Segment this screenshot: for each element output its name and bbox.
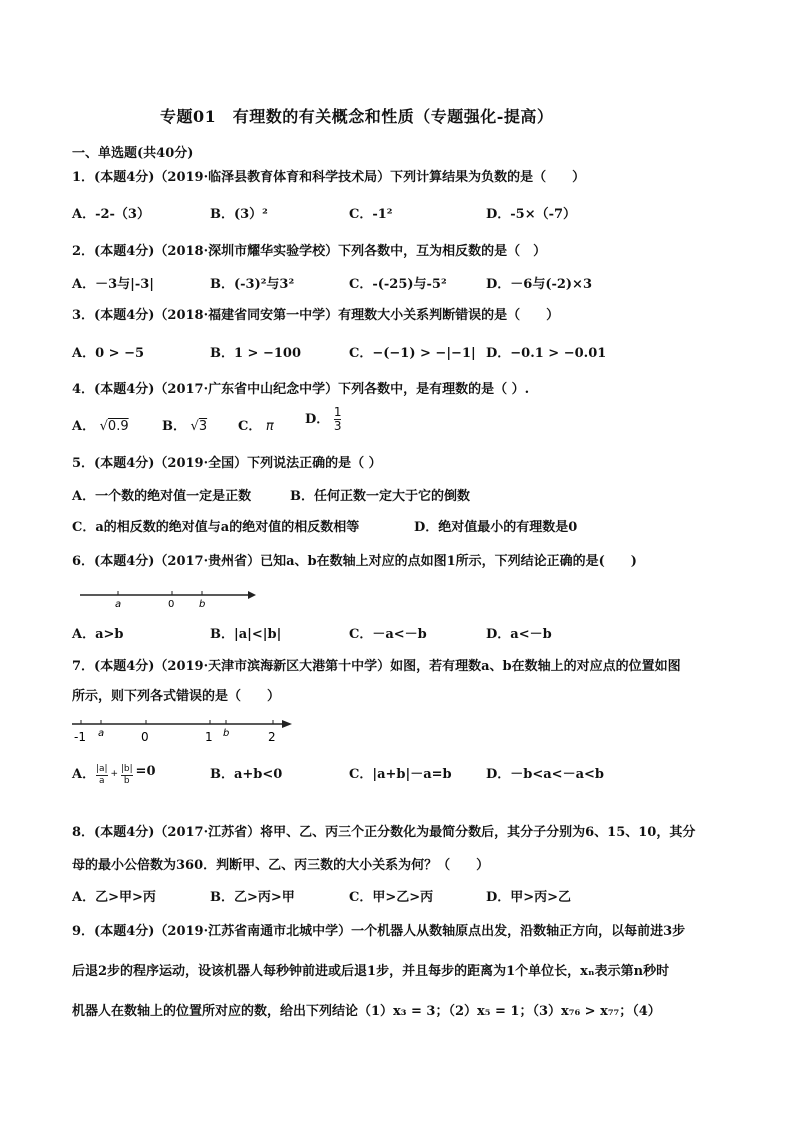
question-1-option-d[interactable]: D．-5×（-7） [486, 207, 577, 222]
question-5-option-a[interactable]: A．一个数的绝对值一定是正数 [72, 489, 252, 504]
question-5-stem: 5．(本题4分)（2019·全国）下列说法正确的是（ ） [72, 456, 382, 471]
question-8-stem-line1: 8．(本题4分)（2017·江苏省）将甲、乙、丙三个正分数化为最简分数后，其分子分别为6、15、10，其分 [72, 825, 696, 840]
question-2-option-a[interactable]: A．－3与|-3| [72, 277, 155, 292]
question-6-stem: 6．(本题4分)（2017·贵州省）已知a、b在数轴上对应的点如图1所示，下列结论正确的是( ) [72, 554, 637, 569]
numerator: 1 [333, 405, 342, 419]
sqrt-symbol: √3 [190, 419, 208, 434]
option-letter: D． [305, 412, 330, 427]
question-7-option-d[interactable]: D．－b<a<－a<b [486, 767, 604, 782]
question-2-stem: 2．(本题4分)（2018·深圳市耀华实验学校）下列各数中，互为相反数的是（ ） [72, 244, 547, 259]
question-1-option-c[interactable]: C．-1² [349, 207, 393, 222]
label-zero: 0 [141, 730, 149, 744]
fraction [334, 406, 342, 433]
question-2-option-d[interactable]: D．－6与(-2)×3 [486, 277, 592, 292]
question-3-option-c[interactable]: C．−(−1) > −|−1| [349, 346, 476, 361]
question-4-option-d[interactable] [305, 406, 341, 433]
question-8-stem-line2: 母的最小公倍数为360．判断甲、乙、丙三数的大小关系为何？（ ） [72, 858, 490, 873]
question-2-option-b[interactable]: B．(-3)²与3² [210, 277, 295, 292]
question-7-option-b[interactable]: B．a+b<0 [210, 767, 283, 782]
question-4-option-b[interactable] [162, 415, 207, 434]
number-line-figure-1 [72, 575, 262, 611]
plus-sign: + [110, 769, 119, 779]
option-letter: C． [238, 419, 262, 434]
question-7-stem-line2: 所示，则下列各式错误的是（ ） [72, 689, 281, 704]
question-7-option-c[interactable]: C．|a+b|－a=b [349, 767, 452, 782]
label-a: a [115, 599, 122, 610]
label-one: 1 [205, 730, 213, 744]
question-3-option-d[interactable]: D．−0.1 > −0.01 [486, 346, 607, 361]
option-letter: B． [162, 419, 186, 434]
label-b: b [199, 599, 206, 610]
question-8-option-d[interactable]: D．甲>丙>乙 [486, 890, 572, 905]
label-a: a [98, 728, 105, 739]
radicand: 3 [198, 419, 208, 434]
fraction-abs-a-over-a [96, 764, 108, 787]
axis-arrow [248, 591, 256, 599]
question-3-stem: 3．(本题4分)（2018·福建省同安第一中学）有理数大小关系判断错误的是（ ） [72, 308, 560, 323]
pi-symbol: π [265, 419, 274, 434]
option-letter: A． [72, 767, 96, 782]
question-4-option-a[interactable] [72, 415, 129, 434]
question-7-option-a-math [96, 764, 156, 787]
question-1-option-b[interactable]: B．(3）² [210, 207, 268, 222]
equals-zero: =0 [135, 764, 156, 779]
label-neg-one: -1 [74, 730, 86, 744]
number-line-figure-7 [70, 712, 300, 746]
numerator: |a| [96, 764, 108, 774]
denominator: b [123, 776, 130, 786]
question-5-option-d[interactable]: D．绝对值最小的有理数是0 [414, 520, 578, 535]
label-zero: 0 [168, 599, 175, 610]
numerator: |b| [120, 764, 133, 774]
question-6-option-c[interactable]: C．－a<－b [349, 627, 427, 642]
section-heading: 一、单选题(共40分) [72, 146, 194, 161]
denominator: a [99, 776, 105, 786]
question-2-option-c[interactable]: C．-(-25)与-5² [349, 277, 447, 292]
question-5-option-b[interactable]: B．任何正数一定大于它的倒数 [290, 489, 470, 504]
question-7-option-a[interactable] [72, 763, 95, 782]
question-9-stem-line2: 后退2步的程序运动，设该机器人每秒钟前进或后退1步，并且每步的距离为1个单位长，xₙ表示第n秒时 [72, 964, 670, 979]
option-letter: A． [72, 419, 96, 434]
question-3-option-b[interactable]: B．1 > −100 [210, 346, 302, 361]
axis-arrow [282, 720, 292, 728]
question-1-stem: 1．(本题4分)（2019·临泽县教育体育和科学技术局）下列计算结果为负数的是（ ） [72, 170, 586, 185]
question-3-option-a[interactable]: A．0 > −5 [72, 346, 145, 361]
question-1-option-a[interactable]: A．-2-（3） [72, 207, 150, 222]
question-9-stem-line3: 机器人在数轴上的位置所对应的数，给出下列结论（1）x₃ = 3；（2）x₅ = 1；（3）x₇₆ > x₇₇；（4） [72, 1004, 661, 1019]
question-6-option-a[interactable]: A．a>b [72, 627, 124, 642]
label-two: 2 [268, 730, 276, 744]
question-4-stem: 4．(本题4分)（2017·广东省中山纪念中学）下列各数中，是有理数的是（ ）. [72, 382, 530, 397]
question-6-option-d[interactable]: D．a<－b [486, 627, 552, 642]
page-title: 专题01 有理数的有关概念和性质（专题强化-提高） [160, 107, 554, 126]
question-8-option-b[interactable]: B．乙>丙>甲 [210, 890, 295, 905]
question-9-stem-line1: 9．(本题4分)（2019·江苏省南通市北城中学）一个机器人从数轴原点出发，沿数轴正方向，以每前进3步 [72, 924, 686, 939]
question-7-stem-line1: 7．(本题4分)（2019·天津市滨海新区大港第十中学）如图，若有理数a、b在数轴上的对应点的位置如图 [72, 659, 681, 674]
denominator: 3 [333, 419, 342, 433]
question-8-option-a[interactable]: A．乙>甲>丙 [72, 890, 156, 905]
question-5-option-c[interactable]: C．a的相反数的绝对值与a的绝对值的相反数相等 [72, 520, 360, 535]
question-8-option-c[interactable]: C．甲>乙>丙 [349, 890, 434, 905]
question-6-option-b[interactable]: B．|a|<|b| [210, 627, 282, 642]
label-b: b [223, 728, 230, 739]
question-4-option-c[interactable] [238, 415, 274, 434]
radicand: 0.9 [107, 419, 129, 434]
sqrt-symbol: √0.9 [99, 419, 129, 434]
fraction-abs-b-over-b [121, 764, 133, 787]
